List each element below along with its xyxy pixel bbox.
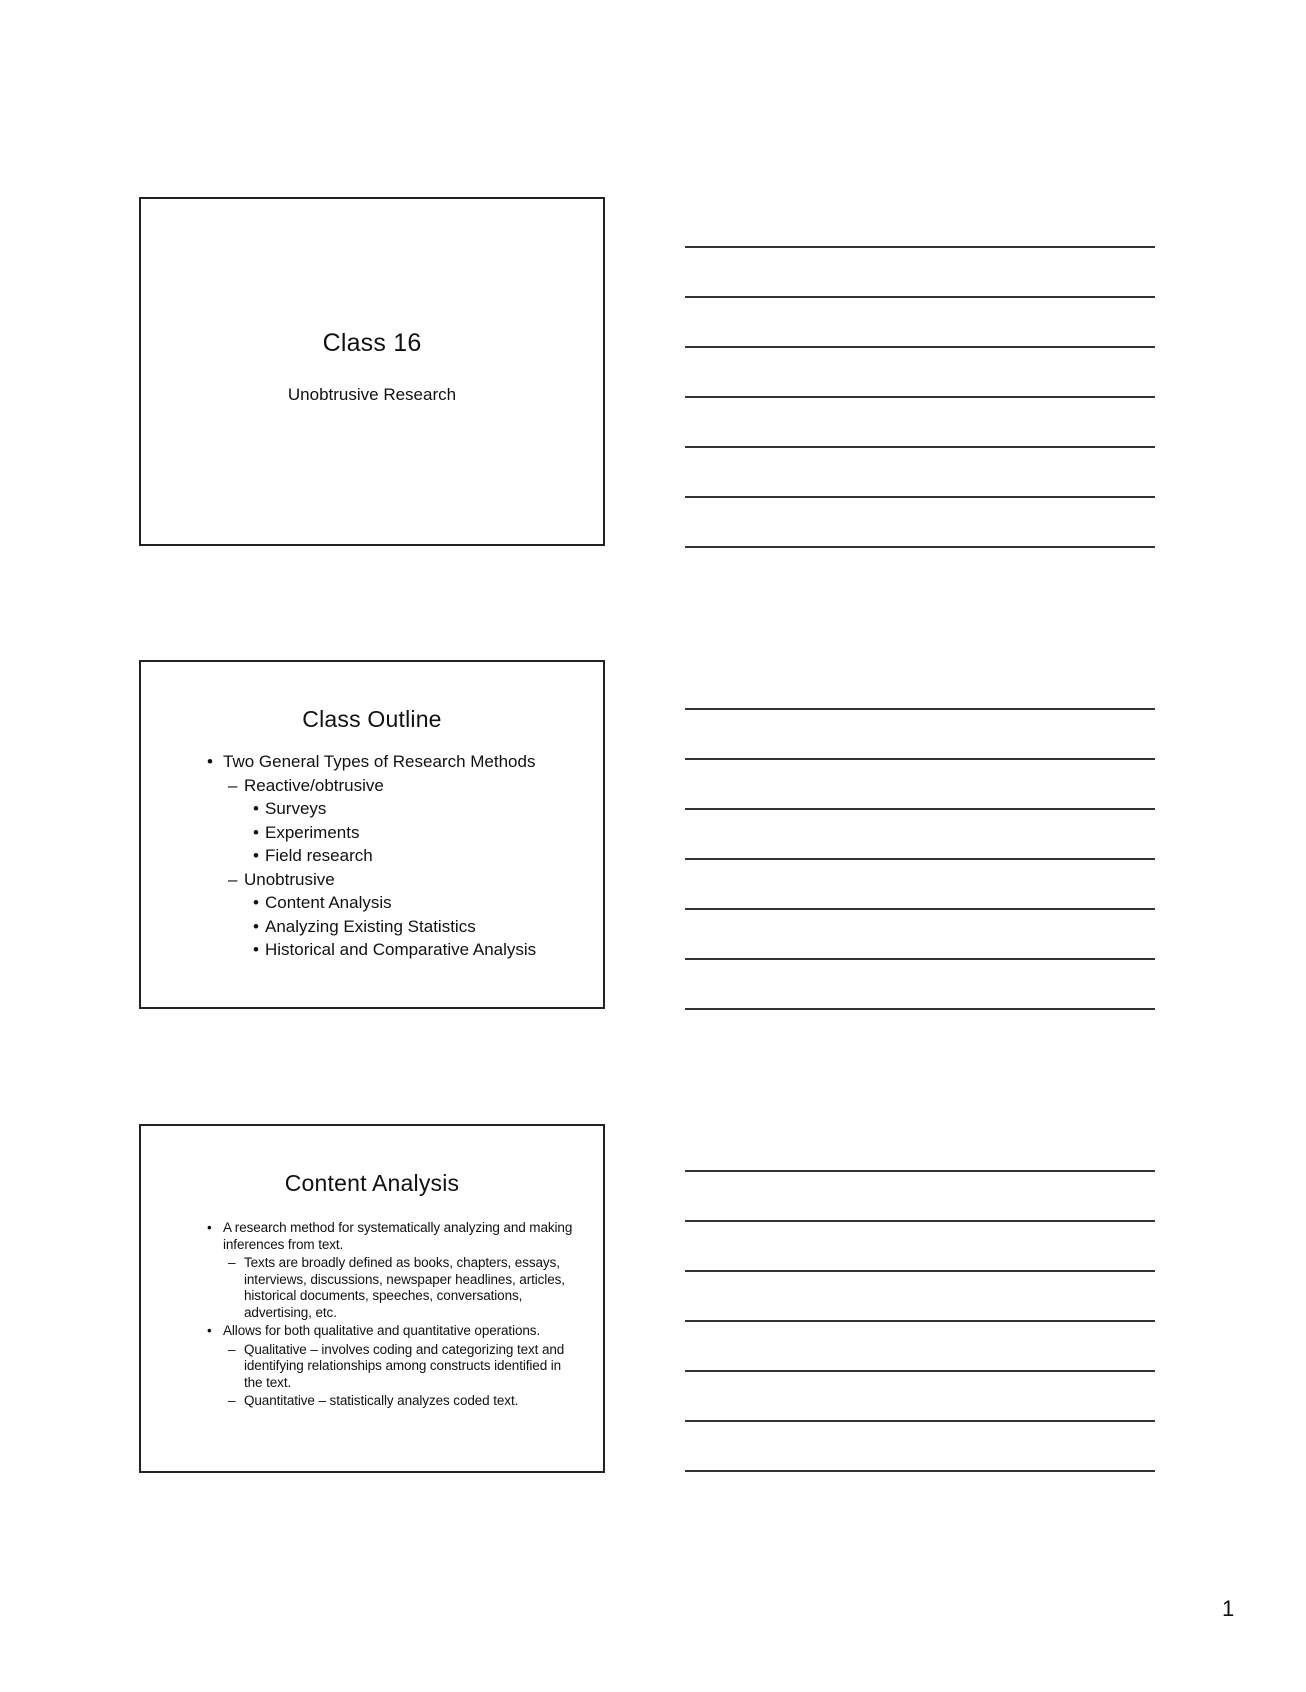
notes-line xyxy=(685,396,1155,398)
notes-line xyxy=(685,496,1155,498)
list-item-text: Texts are broadly defined as books, chapters, essays, interviews, discussions, newspaper headlines, articles, historical documents, speeches, conversations, advertising, etc. xyxy=(244,1255,565,1320)
notes-line xyxy=(685,858,1155,860)
list-item xyxy=(207,1393,575,1410)
notes-line xyxy=(685,1170,1155,1172)
notes-line xyxy=(685,908,1155,910)
notes-line xyxy=(685,446,1155,448)
bullet-marker: • xyxy=(253,916,259,936)
bullet-marker: – xyxy=(228,869,238,889)
list-item-text: Experiments xyxy=(265,822,360,842)
notes-line xyxy=(685,1320,1155,1322)
bullet-marker: • xyxy=(253,846,259,865)
bullet-marker: • xyxy=(207,1323,212,1338)
bullet-marker: – xyxy=(228,1255,236,1270)
list-item xyxy=(207,821,593,845)
slide-subtitle: Unobtrusive Research xyxy=(287,385,457,404)
list-item-text: Analyzing Existing Statistics xyxy=(265,916,476,936)
list-item xyxy=(207,1323,575,1340)
bullet-marker: • xyxy=(253,940,259,959)
list-item-text: A research method for systematically analyzing and making inferences from text. xyxy=(223,1220,573,1252)
list-item xyxy=(207,915,593,939)
list-item-text: Historical and Comparative Analysis xyxy=(265,940,537,959)
slide-title: Class Outline xyxy=(302,706,442,732)
slide-thumbnail-3 xyxy=(139,1124,605,1473)
list-item xyxy=(207,868,593,892)
notes-line xyxy=(685,1420,1155,1422)
notes-line xyxy=(685,1220,1155,1222)
slide-thumbnail-1 xyxy=(139,197,605,546)
notes-line xyxy=(685,1270,1155,1272)
notes-line xyxy=(685,296,1155,298)
list-item xyxy=(207,938,593,962)
notes-line xyxy=(685,546,1155,548)
list-item xyxy=(207,774,593,798)
notes-line xyxy=(685,1470,1155,1472)
list-item xyxy=(207,750,593,774)
list-item xyxy=(207,1220,575,1253)
list-item-text: Two General Types of Research Methods xyxy=(223,752,536,771)
slide-title: Class 16 xyxy=(322,329,422,357)
list-item-text: Field research xyxy=(265,846,373,865)
notes-line xyxy=(685,1008,1155,1010)
bullet-marker: – xyxy=(228,775,238,795)
list-item xyxy=(207,1255,575,1321)
notes-line xyxy=(685,758,1155,760)
bullet-marker: • xyxy=(253,893,259,912)
bullet-marker: • xyxy=(253,799,259,818)
bullet-marker: • xyxy=(207,752,213,771)
list-item-text: Content Analysis xyxy=(265,893,392,912)
notes-line xyxy=(685,1370,1155,1372)
content-bullet-list xyxy=(207,1218,575,1410)
list-item xyxy=(207,797,593,821)
notes-line xyxy=(685,808,1155,810)
bullet-marker: – xyxy=(228,1341,236,1357)
list-item-text: Reactive/obtrusive xyxy=(244,775,384,795)
list-item-text: Unobtrusive xyxy=(244,869,335,889)
outline-bullet-list xyxy=(207,750,593,962)
bullet-marker: – xyxy=(228,1393,236,1408)
list-item-text: Allows for both qualitative and quantitative operations. xyxy=(223,1323,541,1338)
slide-title: Content Analysis xyxy=(284,1170,460,1196)
list-item-text: Quantitative – statistically analyzes coded text. xyxy=(244,1393,519,1408)
notes-line xyxy=(685,246,1155,248)
slide-thumbnail-2 xyxy=(139,660,605,1009)
notes-line xyxy=(685,346,1155,348)
list-item-text: Qualitative – involves coding and categorizing text and identifying relationships among constructs identified in the text. xyxy=(244,1341,565,1390)
notes-line xyxy=(685,708,1155,710)
list-item xyxy=(207,844,593,868)
bullet-marker: • xyxy=(207,1220,212,1235)
list-item-text: Surveys xyxy=(265,799,327,818)
page-number: 1 xyxy=(1222,1596,1235,1621)
notes-line xyxy=(685,958,1155,960)
list-item xyxy=(207,1342,575,1392)
list-item xyxy=(207,891,593,915)
bullet-marker: • xyxy=(253,822,259,842)
